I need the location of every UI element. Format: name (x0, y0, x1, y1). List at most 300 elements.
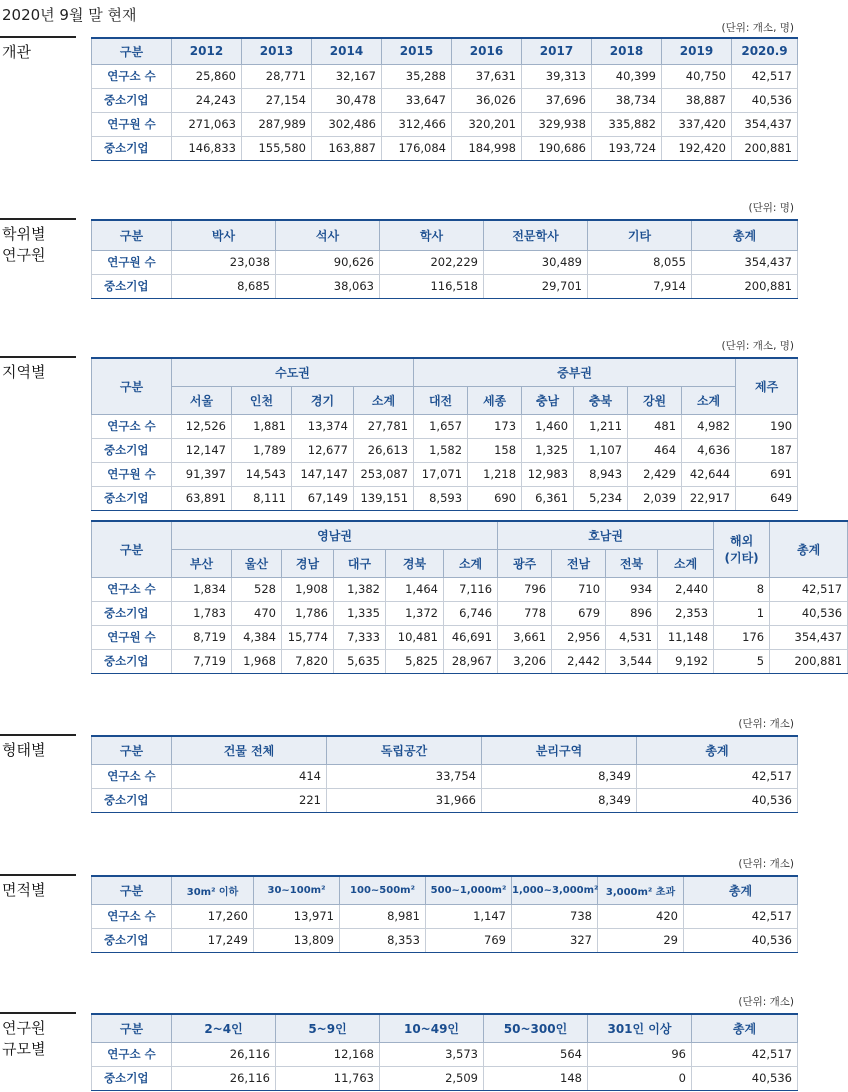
column-header: 30~100m² (254, 876, 340, 904)
table-cell: 12,147 (172, 438, 232, 462)
column-header: 대구 (334, 549, 386, 577)
table-cell: 8,111 (232, 486, 292, 510)
row-label: 연구소 수 (92, 764, 172, 788)
table-row (92, 601, 848, 625)
table-cell: 25,860 (172, 64, 242, 88)
column-header: 1,000~3,000m² (512, 876, 598, 904)
table-cell: 302,486 (312, 112, 382, 136)
page-title: 2020년 9월 말 현재 (2, 6, 137, 24)
row-label (92, 438, 172, 462)
table-cell: 46,691 (444, 625, 498, 649)
section-label-region: 지역별 (2, 363, 46, 381)
table-cell: 8 (714, 577, 770, 601)
table-cell: 481 (628, 414, 682, 438)
table-cell: 37,631 (452, 64, 522, 88)
table-cell: 2,429 (628, 462, 682, 486)
table-cell: 778 (498, 601, 552, 625)
group-header: 해외 (기타) (714, 521, 770, 577)
table-cell: 896 (606, 601, 658, 625)
table-cell: 329,938 (522, 112, 592, 136)
table-cell: 287,989 (242, 112, 312, 136)
section-rule (0, 218, 76, 220)
table-cell: 176 (714, 625, 770, 649)
table-cell: 24,243 (172, 88, 242, 112)
row-label-text: 중소기업 (104, 793, 149, 807)
row-label: 연구소 수 (92, 577, 172, 601)
table-cell: 40,536 (684, 928, 798, 952)
table-cell: 464 (628, 438, 682, 462)
table-cell: 354,437 (732, 112, 798, 136)
section-rule (0, 1012, 76, 1014)
table-cell: 11,763 (276, 1066, 380, 1090)
table-cell: 12,168 (276, 1042, 380, 1066)
unit-note: (단위: 개소) (738, 996, 794, 1008)
table-cell: 173 (468, 414, 522, 438)
table-cell: 40,536 (692, 1066, 798, 1090)
table-row (92, 112, 798, 136)
column-header: 2019 (662, 38, 732, 64)
table-cell: 8,685 (172, 274, 276, 298)
column-header: 석사 (276, 220, 380, 250)
table-cell: 337,420 (662, 112, 732, 136)
table-cell: 30,478 (312, 88, 382, 112)
group-header: 제주 (736, 358, 798, 414)
table-cell: 12,677 (292, 438, 354, 462)
table-row (92, 788, 798, 812)
table-cell: 8,349 (482, 788, 637, 812)
table-corner: 구분 (92, 38, 172, 64)
table-cell: 1,372 (386, 601, 444, 625)
table-corner: 구분 (92, 736, 172, 764)
table-cell: 187 (736, 438, 798, 462)
table-cell: 38,063 (276, 274, 380, 298)
section-label-overview: 개관 (2, 43, 31, 61)
section-rule (0, 874, 76, 876)
row-label: 연구원 수 (92, 112, 172, 136)
table-cell: 1,968 (232, 649, 282, 673)
table-cell: 26,116 (172, 1066, 276, 1090)
row-label-text: 중소기업 (104, 141, 149, 155)
table-cell: 36,026 (452, 88, 522, 112)
table-cell: 26,613 (354, 438, 414, 462)
unit-note: (단위: 개소, 명) (721, 22, 794, 34)
section-label-size: 연구원 규모별 (2, 1019, 46, 1058)
table-cell: 710 (552, 577, 606, 601)
column-header: 소계 (658, 549, 714, 577)
table-cell: 691 (736, 462, 798, 486)
table-cell: 5,635 (334, 649, 386, 673)
table-cell: 7,820 (282, 649, 334, 673)
table-corner: 구분 (92, 876, 172, 904)
table-cell: 38,887 (662, 88, 732, 112)
table-cell: 8,349 (482, 764, 637, 788)
table-cell: 12,526 (172, 414, 232, 438)
table-cell: 5 (714, 649, 770, 673)
row-label (92, 788, 172, 812)
table-cell: 8,943 (574, 462, 628, 486)
table-row (92, 577, 848, 601)
table-row (92, 414, 798, 438)
table-corner: 구분 (92, 1014, 172, 1042)
table-cell: 327 (512, 928, 598, 952)
table-cell: 6,746 (444, 601, 498, 625)
table-cell: 4,384 (232, 625, 282, 649)
table-cell: 146,833 (172, 136, 242, 160)
column-header: 경기 (292, 386, 354, 414)
table-cell: 1,460 (522, 414, 574, 438)
table-cell: 190 (736, 414, 798, 438)
table-cell: 63,891 (172, 486, 232, 510)
table-cell: 1,789 (232, 438, 292, 462)
row-label: 연구원 수 (92, 462, 172, 486)
column-header: 소계 (444, 549, 498, 577)
table-cell: 202,229 (380, 250, 484, 274)
column-header: 30m² 이하 (172, 876, 254, 904)
table-cell: 1,147 (426, 904, 512, 928)
type-table (91, 735, 798, 813)
column-header: 301인 이상 (588, 1014, 692, 1042)
table-cell: 3,544 (606, 649, 658, 673)
table-cell: 1,582 (414, 438, 468, 462)
section-rule (0, 734, 76, 736)
table-cell: 3,206 (498, 649, 552, 673)
column-header: 충북 (574, 386, 628, 414)
table-cell: 139,151 (354, 486, 414, 510)
table-corner: 구분 (92, 521, 172, 577)
table-cell: 470 (232, 601, 282, 625)
table-cell: 90,626 (276, 250, 380, 274)
table-cell: 8,981 (340, 904, 426, 928)
table-cell: 1,881 (232, 414, 292, 438)
table-cell: 9,192 (658, 649, 714, 673)
table-cell: 690 (468, 486, 522, 510)
section-label-area: 면적별 (2, 881, 46, 899)
size-table (91, 1013, 798, 1091)
column-header: 5~9인 (276, 1014, 380, 1042)
column-header: 2014 (312, 38, 382, 64)
table-cell: 42,517 (684, 904, 798, 928)
column-header: 100~500m² (340, 876, 426, 904)
row-label (92, 88, 172, 112)
table-cell: 7,116 (444, 577, 498, 601)
group-header: 호남권 (498, 521, 714, 549)
table-cell: 192,420 (662, 136, 732, 160)
group-header: 총계 (770, 521, 848, 577)
table-cell: 354,437 (692, 250, 798, 274)
table-cell: 22,917 (682, 486, 736, 510)
column-header: 2020.9 (732, 38, 798, 64)
table-row (92, 1066, 798, 1090)
table-row (92, 486, 798, 510)
column-header: 50~300인 (484, 1014, 588, 1042)
column-header: 대전 (414, 386, 468, 414)
row-label: 연구원 수 (92, 250, 172, 274)
table-cell: 312,466 (382, 112, 452, 136)
table-cell: 2,509 (380, 1066, 484, 1090)
row-label: 연구소 수 (92, 904, 172, 928)
table-cell: 33,647 (382, 88, 452, 112)
table-cell: 13,971 (254, 904, 340, 928)
table-cell: 200,881 (770, 649, 848, 673)
table-cell: 40,536 (637, 788, 798, 812)
table-cell: 40,536 (732, 88, 798, 112)
column-header: 2012 (172, 38, 242, 64)
table-cell: 649 (736, 486, 798, 510)
table-cell: 28,967 (444, 649, 498, 673)
table-cell: 40,399 (592, 64, 662, 88)
table-cell: 176,084 (382, 136, 452, 160)
column-header: 10~49인 (380, 1014, 484, 1042)
table-row (92, 625, 848, 649)
row-label (92, 928, 172, 952)
table-cell: 10,481 (386, 625, 444, 649)
column-header: 독립공간 (327, 736, 482, 764)
row-label: 연구원 수 (92, 625, 172, 649)
table-cell: 414 (172, 764, 327, 788)
table-row (92, 438, 798, 462)
row-label-text: 중소기업 (104, 491, 149, 505)
row-label-text: 중소기업 (104, 93, 149, 107)
table-cell: 271,063 (172, 112, 242, 136)
table-cell: 8,055 (588, 250, 692, 274)
group-header: 중부권 (414, 358, 736, 386)
table-cell: 96 (588, 1042, 692, 1066)
table-cell: 221 (172, 788, 327, 812)
row-label-text: 중소기업 (104, 654, 149, 668)
table-row (92, 64, 798, 88)
table-cell: 190,686 (522, 136, 592, 160)
table-cell: 3,661 (498, 625, 552, 649)
table-cell: 1,218 (468, 462, 522, 486)
column-header: 분리구역 (482, 736, 637, 764)
table-cell: 12,983 (522, 462, 574, 486)
table-row (92, 904, 798, 928)
table-cell: 42,517 (770, 577, 848, 601)
table-cell: 17,249 (172, 928, 254, 952)
table-cell: 1,464 (386, 577, 444, 601)
column-header: 인천 (232, 386, 292, 414)
table-cell: 1,783 (172, 601, 232, 625)
column-header: 전남 (552, 549, 606, 577)
row-label: 연구소 수 (92, 414, 172, 438)
column-header: 서울 (172, 386, 232, 414)
column-header: 2015 (382, 38, 452, 64)
column-header: 소계 (682, 386, 736, 414)
table-cell: 528 (232, 577, 282, 601)
table-cell: 33,754 (327, 764, 482, 788)
table-cell: 2,039 (628, 486, 682, 510)
table-cell: 934 (606, 577, 658, 601)
table-cell: 30,489 (484, 250, 588, 274)
table-cell: 184,998 (452, 136, 522, 160)
table-cell: 23,038 (172, 250, 276, 274)
column-header: 총계 (637, 736, 798, 764)
column-header: 광주 (498, 549, 552, 577)
table-cell: 2,956 (552, 625, 606, 649)
table-cell: 14,543 (232, 462, 292, 486)
group-header: 영남권 (172, 521, 498, 549)
column-header: 총계 (692, 1014, 798, 1042)
table-cell: 1,908 (282, 577, 334, 601)
table-cell: 796 (498, 577, 552, 601)
column-header: 전문학사 (484, 220, 588, 250)
column-header: 소계 (354, 386, 414, 414)
table-cell: 39,313 (522, 64, 592, 88)
section-rule (0, 356, 76, 358)
table-cell: 253,087 (354, 462, 414, 486)
table-cell: 148 (484, 1066, 588, 1090)
section-rule (0, 36, 76, 38)
table-cell: 7,914 (588, 274, 692, 298)
column-header: 세종 (468, 386, 522, 414)
column-header: 부산 (172, 549, 232, 577)
table-cell: 420 (598, 904, 684, 928)
row-label (92, 274, 172, 298)
region-table-2 (91, 520, 848, 674)
section-label-degree: 학위별 연구원 (2, 225, 46, 264)
table-cell: 26,116 (172, 1042, 276, 1066)
table-cell: 1,382 (334, 577, 386, 601)
table-cell: 193,724 (592, 136, 662, 160)
table-cell: 13,809 (254, 928, 340, 952)
column-header: 전북 (606, 549, 658, 577)
row-label-text: 중소기업 (104, 933, 149, 947)
table-cell: 2,353 (658, 601, 714, 625)
table-corner: 구분 (92, 220, 172, 250)
unit-note: (단위: 개소) (738, 858, 794, 870)
table-cell: 29 (598, 928, 684, 952)
table-cell: 27,154 (242, 88, 312, 112)
table-cell: 42,644 (682, 462, 736, 486)
column-header: 건물 전체 (172, 736, 327, 764)
column-header: 500~1,000m² (426, 876, 512, 904)
row-label (92, 1066, 172, 1090)
table-cell: 200,881 (692, 274, 798, 298)
table-corner: 구분 (92, 358, 172, 414)
table-cell: 1,335 (334, 601, 386, 625)
table-cell: 320,201 (452, 112, 522, 136)
table-cell: 40,750 (662, 64, 732, 88)
table-row (92, 136, 798, 160)
table-cell: 3,573 (380, 1042, 484, 1066)
table-row (92, 649, 848, 673)
table-cell: 32,167 (312, 64, 382, 88)
row-label: 연구소 수 (92, 64, 172, 88)
table-cell: 27,781 (354, 414, 414, 438)
table-cell: 8,593 (414, 486, 468, 510)
unit-note: (단위: 개소, 명) (721, 340, 794, 352)
table-cell: 1,786 (282, 601, 334, 625)
table-cell: 679 (552, 601, 606, 625)
table-cell: 91,397 (172, 462, 232, 486)
table-cell: 37,696 (522, 88, 592, 112)
table-cell: 1,107 (574, 438, 628, 462)
degree-table (91, 219, 798, 299)
table-cell: 42,517 (692, 1042, 798, 1066)
table-row (92, 250, 798, 274)
region-table-1 (91, 357, 798, 511)
overview-table (91, 37, 798, 161)
column-header: 2~4인 (172, 1014, 276, 1042)
table-cell: 40,536 (770, 601, 848, 625)
table-cell: 5,825 (386, 649, 444, 673)
table-cell: 1 (714, 601, 770, 625)
table-cell: 29,701 (484, 274, 588, 298)
row-label-text: 중소기업 (104, 606, 149, 620)
table-row (92, 1042, 798, 1066)
column-header: 강원 (628, 386, 682, 414)
column-header: 총계 (684, 876, 798, 904)
table-cell: 31,966 (327, 788, 482, 812)
column-header: 충남 (522, 386, 574, 414)
table-cell: 200,881 (732, 136, 798, 160)
table-cell: 15,774 (282, 625, 334, 649)
row-label-text: 중소기업 (104, 443, 149, 457)
column-header: 울산 (232, 549, 282, 577)
table-cell: 28,771 (242, 64, 312, 88)
column-header: 기타 (588, 220, 692, 250)
table-cell: 8,719 (172, 625, 232, 649)
area-table (91, 875, 798, 953)
table-cell: 4,982 (682, 414, 736, 438)
table-cell: 5,234 (574, 486, 628, 510)
unit-note: (단위: 개소) (738, 718, 794, 730)
table-cell: 147,147 (292, 462, 354, 486)
table-cell: 42,517 (637, 764, 798, 788)
table-cell: 1,657 (414, 414, 468, 438)
table-cell: 116,518 (380, 274, 484, 298)
section-label-type: 형태별 (2, 741, 46, 759)
table-cell: 2,442 (552, 649, 606, 673)
table-cell: 8,353 (340, 928, 426, 952)
table-cell: 17,260 (172, 904, 254, 928)
unit-note: (단위: 명) (748, 202, 794, 214)
table-cell: 35,288 (382, 64, 452, 88)
table-cell: 1,211 (574, 414, 628, 438)
column-header: 경북 (386, 549, 444, 577)
table-cell: 11,148 (658, 625, 714, 649)
table-row (92, 88, 798, 112)
row-label (92, 136, 172, 160)
table-cell: 6,361 (522, 486, 574, 510)
table-cell: 1,834 (172, 577, 232, 601)
column-header: 총계 (692, 220, 798, 250)
table-cell: 155,580 (242, 136, 312, 160)
table-cell: 42,517 (732, 64, 798, 88)
row-label (92, 649, 172, 673)
column-header: 2013 (242, 38, 312, 64)
column-header: 2016 (452, 38, 522, 64)
row-label (92, 486, 172, 510)
group-header: 수도권 (172, 358, 414, 386)
table-cell: 17,071 (414, 462, 468, 486)
table-cell: 158 (468, 438, 522, 462)
table-cell: 769 (426, 928, 512, 952)
table-cell: 4,636 (682, 438, 736, 462)
row-label-text: 중소기업 (104, 1071, 149, 1085)
table-row (92, 274, 798, 298)
table-cell: 335,882 (592, 112, 662, 136)
table-cell: 564 (484, 1042, 588, 1066)
table-cell: 2,440 (658, 577, 714, 601)
column-header: 학사 (380, 220, 484, 250)
column-header: 2018 (592, 38, 662, 64)
table-row (92, 928, 798, 952)
column-header: 2017 (522, 38, 592, 64)
table-cell: 38,734 (592, 88, 662, 112)
table-cell: 738 (512, 904, 598, 928)
row-label (92, 601, 172, 625)
